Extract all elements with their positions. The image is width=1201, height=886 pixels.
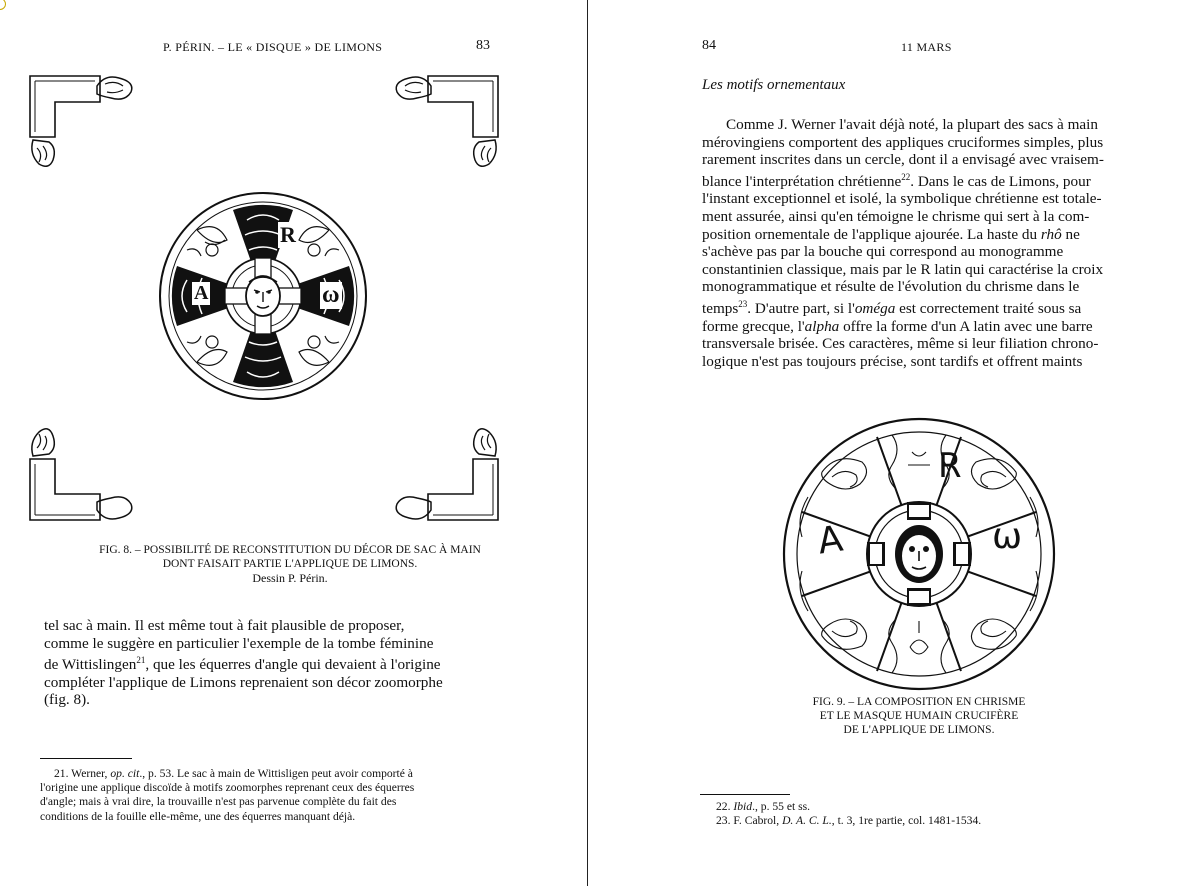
footnote-ref-21[interactable]: 21: [136, 655, 146, 666]
corner-bracket-bottom-right: [383, 412, 503, 524]
page-number: 84: [702, 38, 716, 53]
body-paragraph: [44, 617, 490, 709]
footnotes: [716, 800, 1146, 828]
text-span: forme grecque, l': [702, 317, 805, 335]
running-header: P. PÉRIN. – LE « DISQUE » DE LIMONS: [163, 40, 383, 54]
footnote-line: conditions de la fouille elle-même, une des équerres manquant déjà.: [40, 809, 356, 823]
text-line: s'achève pas par la bouche qui correspond au monogramme: [702, 243, 1064, 261]
text-line: l'instant exceptionnel et isolé, la symbolique chrétienne est totale-: [702, 190, 1102, 208]
corner-bracket-bottom-left: [25, 412, 145, 524]
text-line: ment assurée, ainsi qu'en témoigne le chrisme qui sert à la com-: [702, 208, 1090, 226]
footnote-line: l'origine une applique discoïde à motifs zoomorphes reprenant ceux des équerres: [40, 781, 415, 795]
text-line: tel sac à main. Il est même tout à fait plausible de proposer,: [44, 617, 405, 634]
text-span: ., p. 53. Le sac à main de Wittisligen peut avoir comporté à: [139, 767, 413, 780]
text-span: D. A. C. L.: [782, 814, 832, 828]
disc-letter-alpha: A: [194, 282, 209, 304]
text-line: [702, 169, 1142, 191]
text-line: comme le suggère en particulier l'exemple de la tombe féminine: [44, 634, 434, 652]
footnote-22: [716, 800, 1146, 814]
disc-letter-omega: ω: [322, 282, 340, 308]
text-span: . D'autre part, si l': [747, 300, 855, 318]
figure-9-caption: [774, 695, 1064, 737]
text-line: transversale brisée. Ces caractères, même si leur filiation chrono-: [702, 335, 1099, 353]
caption-line: FIG. 9. – LA COMPOSITION EN CHRISME: [812, 696, 1026, 708]
text-span: 21. Werner,: [54, 767, 111, 780]
text-line: [702, 296, 1142, 318]
page-divider: [587, 0, 588, 886]
text-span: . Dans le cas de Limons, pour: [910, 172, 1091, 190]
text-line: [702, 226, 1142, 244]
text-span: , que les équerres d'angle qui devaient à l'origine: [145, 656, 441, 674]
text-line: mérovingiens comportent des appliques cruciformes simples, plus: [702, 133, 1104, 151]
caption-line: DONT FAISAIT PARTIE L'APPLIQUE DE LIMONS.: [162, 558, 418, 570]
page-number: 83: [476, 38, 490, 53]
text-span: rhô: [1040, 225, 1062, 243]
text-line: logique n'est pas toujours précise, sont tardifs et offrent maints: [702, 352, 1083, 370]
text-line: constantinien classique, mais par le R latin qui caractérise la croix: [702, 260, 1104, 278]
footnote-line: d'angle; mais à vrai dire, la trouvaille n'est pas parvenue complète du fait des: [40, 795, 397, 809]
text-span: position ornementale de l'applique ajourée. La haste du: [702, 225, 1041, 243]
text-span: 23. F. Cabrol,: [716, 814, 783, 828]
footnote-rule: [700, 794, 790, 795]
section-title: Les motifs ornementaux: [702, 77, 846, 93]
caption-line: FIG. 8. – POSSIBILITÉ DE RECONSTITUTION DU DÉCOR DE SAC À MAIN: [99, 544, 481, 556]
footnote-21: [40, 767, 490, 824]
text-span: alpha: [804, 317, 840, 335]
text-line: monogrammatique et résulte de l'évolution du chrisme dans le: [702, 278, 1080, 296]
chrism-letter-alpha: A: [815, 518, 846, 563]
body-paragraph: [702, 116, 1142, 370]
right-page: [604, 0, 1201, 886]
caption-line: DE L'APPLIQUE DE LIMONS.: [843, 724, 995, 736]
footnote-ref-23[interactable]: 23: [738, 299, 748, 309]
figure-8-caption: [40, 543, 540, 585]
left-page: [0, 0, 587, 886]
text-span: 22.: [716, 800, 734, 813]
text-span: Ibid: [733, 800, 753, 813]
text-span: est correctement traité sous sa: [895, 300, 1082, 318]
caption-line: ET LE MASQUE HUMAIN CRUCIFÈRE: [819, 710, 1019, 722]
text-line: rarement inscrites dans un cercle, dont il a envisagé avec vraisem-: [702, 151, 1104, 169]
text-span: temps: [702, 300, 739, 318]
footnote-ref-22[interactable]: 22: [901, 171, 911, 182]
text-line: [702, 318, 1142, 336]
text-span: blance l'interprétation chrétienne: [702, 172, 902, 190]
text-span: oméga: [854, 300, 896, 318]
footnote-23: [716, 814, 1146, 828]
text-span: ., p. 55 et ss.: [752, 800, 811, 813]
corner-bracket-top-right: [383, 72, 503, 182]
footnote-line: [40, 767, 490, 781]
text-line: [44, 652, 490, 674]
edge-marker-icon[interactable]: [0, 0, 6, 10]
text-span: op. cit: [110, 767, 140, 780]
text-line: (fig. 8).: [44, 691, 90, 709]
text-span: ne: [1061, 225, 1080, 243]
running-header: 11 MARS: [901, 40, 952, 54]
text-span: de Wittislingen: [44, 656, 137, 674]
corner-bracket-top-left: [25, 72, 145, 182]
text-line: Comme J. Werner l'avait déjà noté, la plupart des sacs à main: [726, 116, 1098, 133]
footnote-rule: [40, 758, 132, 759]
chrism-letter-omega: ω: [992, 516, 1023, 557]
text-span: , t. 3, 1re partie, col. 1481-1534.: [831, 814, 982, 828]
chrism-letter-rho: R: [938, 446, 962, 486]
caption-credit: Dessin P. Périn.: [252, 571, 328, 585]
text-line: compléter l'applique de Limons reprenaient son décor zoomorphe: [44, 673, 443, 691]
disc-letter-rho: R: [280, 222, 296, 247]
text-span: offre la forme d'un A latin avec une barre: [839, 317, 1093, 335]
